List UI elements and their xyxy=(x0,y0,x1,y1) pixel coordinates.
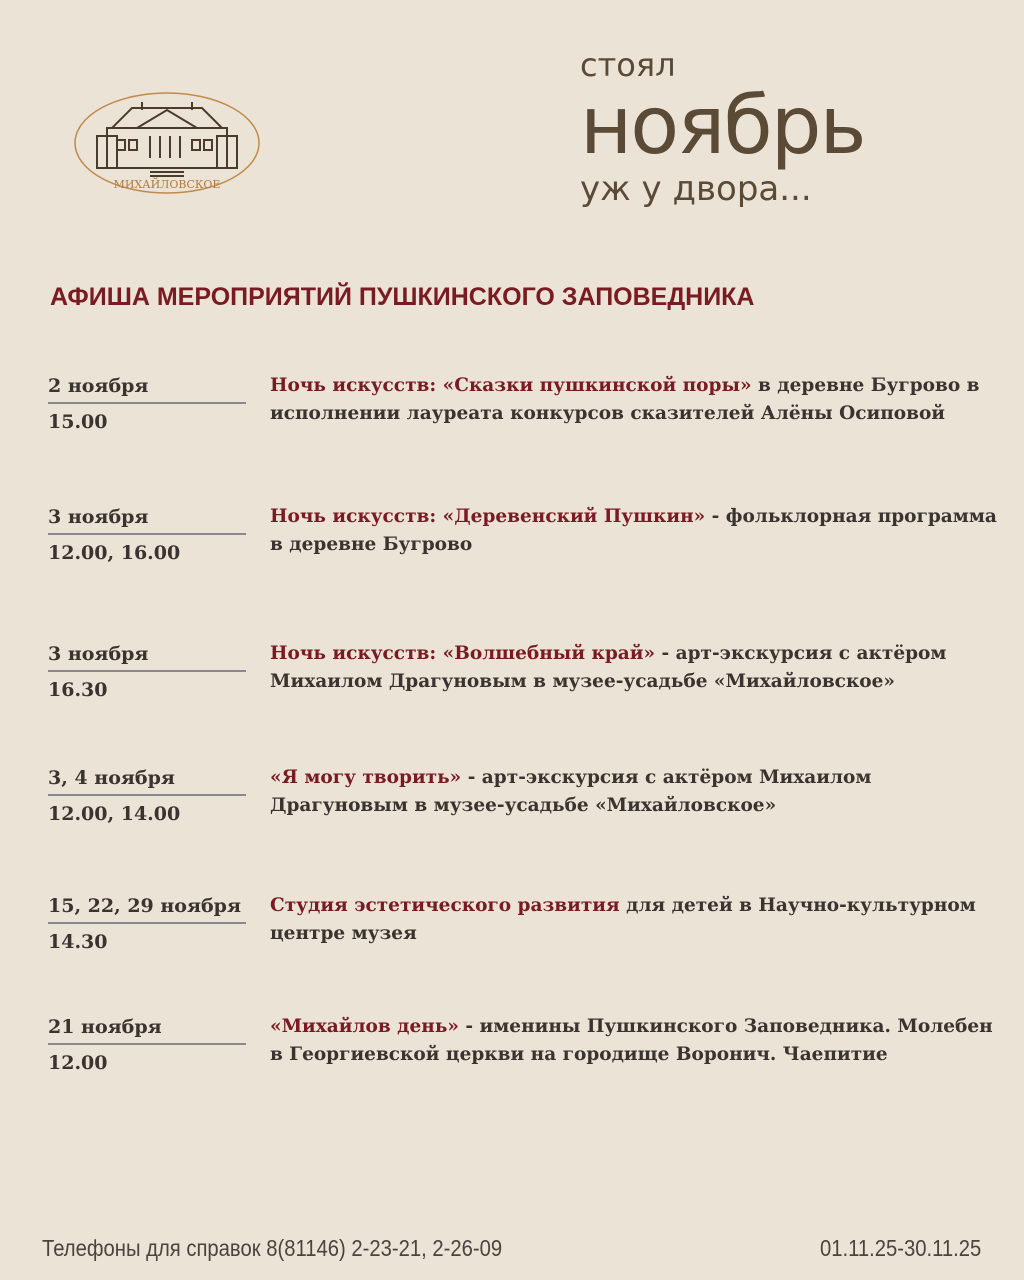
event-date: 3, 4 ноября xyxy=(48,767,175,789)
event-details: - фольклорная программа в деревне Бугрово xyxy=(270,506,997,555)
footer-period: 01.11.25-30.11.25 xyxy=(820,1235,982,1261)
slogan-line-3: уж у двора... xyxy=(580,169,812,209)
event-date: 2 ноября xyxy=(48,375,149,397)
event-title: Студия эстетического развития xyxy=(270,895,620,916)
slogan-line-1: стоял xyxy=(580,46,676,84)
date-divider xyxy=(48,533,246,535)
event-title: Ночь искусств: «Деревенский Пушкин» xyxy=(270,506,706,527)
event-time: 12.00, 16.00 xyxy=(48,542,181,564)
event-time: 16.30 xyxy=(48,679,108,701)
event-description xyxy=(270,892,1010,948)
event-time: 12.00, 14.00 xyxy=(48,803,181,825)
event-description xyxy=(270,1013,1010,1069)
event-time: 12.00 xyxy=(48,1052,108,1074)
date-divider xyxy=(48,670,246,672)
header-slogan xyxy=(580,40,1010,220)
event-date: 15, 22, 29 ноября xyxy=(48,895,242,917)
event-description xyxy=(270,372,1010,428)
event-details: - именины Пушкинского Заповедника. Молебен в Георгиевской церкви на городище Воронич. Чаепитие xyxy=(270,1016,993,1065)
event-description xyxy=(270,503,1010,559)
event-time: 15.00 xyxy=(48,411,108,433)
event-details: - арт-экскурсия с актёром Михаилом Драгуновым в музее-усадьбе «Михайловское» xyxy=(270,643,947,692)
event-details: для детей в Научно-культурном центре музея xyxy=(270,895,976,944)
date-divider xyxy=(48,1043,246,1045)
event-date: 21 ноября xyxy=(48,1016,162,1038)
event-title: Ночь искусств: «Сказки пушкинской поры» xyxy=(270,375,752,396)
event-title: «Я могу творить» xyxy=(270,767,462,788)
event-time: 14.30 xyxy=(48,931,108,953)
footer-phones: Телефоны для справок 8(81146) 2-23-21, 2-26-09 xyxy=(42,1235,503,1261)
event-details: - арт-экскурсия с актёром Михаилом Драгуновым в музее-усадьбе «Михайловское» xyxy=(270,767,872,816)
event-date: 3 ноября xyxy=(48,643,149,665)
date-divider xyxy=(48,402,246,404)
event-details: в деревне Бугрово в исполнении лауреата конкурсов сказителей Алёны Осиповой xyxy=(270,375,980,424)
event-date: 3 ноября xyxy=(48,506,149,528)
page-title: АФИША МЕРОПРИЯТИЙ ПУШКИНСКОГО ЗАПОВЕДНИКА xyxy=(50,283,755,311)
slogan-line-2: ноябрь xyxy=(580,79,865,172)
event-description xyxy=(270,764,1010,820)
mikhailovskoe-logo xyxy=(72,88,262,198)
logo-text: МИХАЙЛОВСКОЕ xyxy=(113,178,221,191)
event-title: Ночь искусств: «Волшебный край» xyxy=(270,643,656,664)
event-title: «Михайлов день» xyxy=(270,1016,459,1037)
date-divider xyxy=(48,922,246,924)
event-description xyxy=(270,640,1010,696)
date-divider xyxy=(48,794,246,796)
